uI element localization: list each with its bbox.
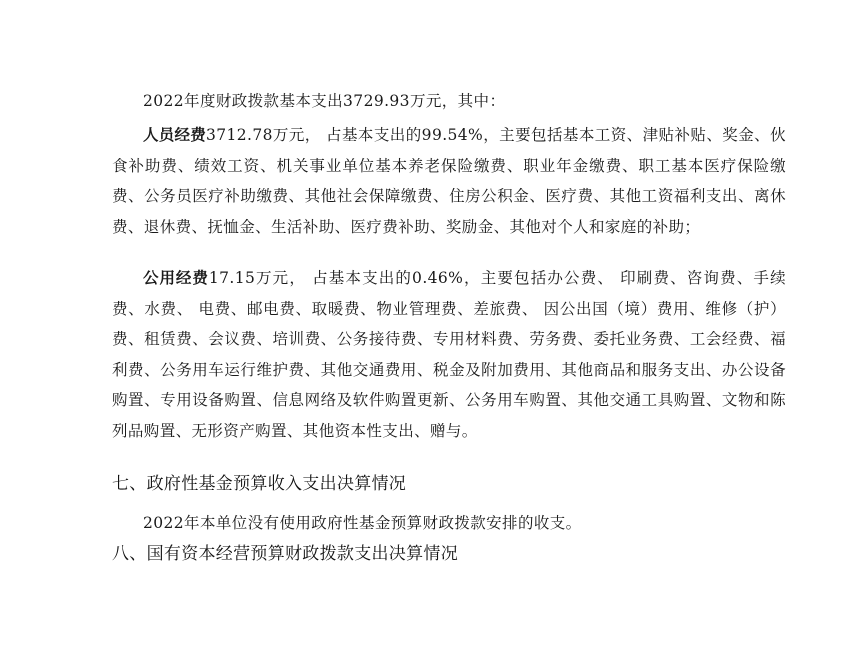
personnel-expenses-label: 人员经费 (143, 126, 206, 144)
public-expenses-text: 17.15万元， 占基本支出的0.46%，主要包括办公费、 印刷费、咨询费、手续费、水费、 电费、邮电费、取暖费、物业管理费、差旅费、 因公出国（境）费用、维修（护）费、租赁费、会议费、培训费、公务接待费、专用材料费、劳务费、委托业务费、工会经费、福利费、公务用车运行维护费、其他交通费用、税金及附加费用、其他商品和服务支出、办公设备购置、专用设备购置、信息网络及软件购置更新、公务用车购置、其他交通工具购置、文物和陈列品购置、无形资产购置、其他资本性支出、赠与。 (112, 269, 786, 440)
basic-expenditure-intro: 2022年度财政拨款基本支出3729.93万元，其中： (143, 92, 506, 110)
public-expenses-paragraph (112, 263, 786, 446)
section-seven-heading: 七、政府性基金预算收入支出决算情况 (112, 474, 407, 494)
personnel-expenses-text: 3712.78万元， 占基本支出的99.54%，主要包括基本工资、津贴补贴、奖金、伙食补助费、绩效工资、机关事业单位基本养老保险缴费、职业年金缴费、职工基本医疗保险缴费、公务员医疗补助缴费、其他社会保障缴费、住房公积金、医疗费、其他工资福利支出、离休费、退休费、抚恤金、生活补助、医疗费补助、奖励金、其他对个人和家庭的补助； (112, 126, 786, 236)
personnel-expenses-paragraph (112, 120, 786, 242)
public-expenses-label: 公用经费 (143, 269, 209, 287)
section-seven-text: 2022年本单位没有使用政府性基金预算财政拨款安排的收支。 (143, 514, 582, 532)
section-eight-heading: 八、国有资本经营预算财政拨款支出决算情况 (112, 544, 458, 564)
